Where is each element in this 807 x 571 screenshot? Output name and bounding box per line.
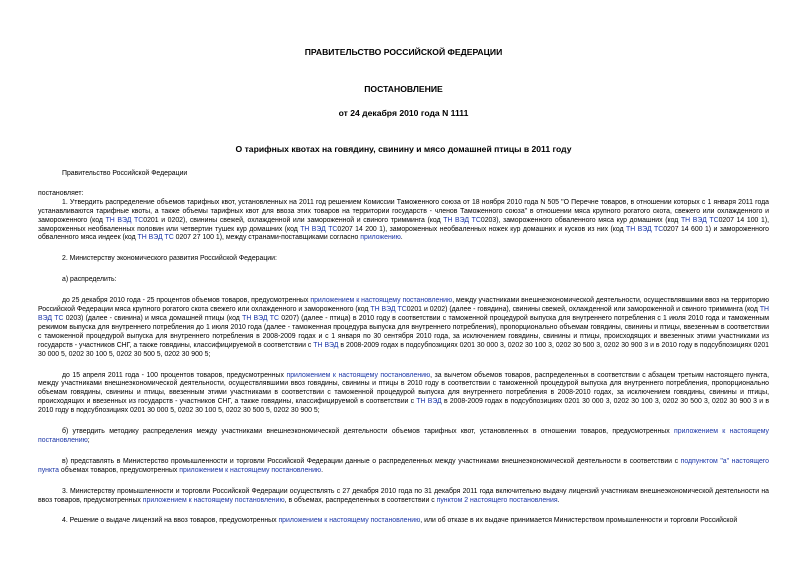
intro-government: Правительство Российской Федерации — [62, 170, 188, 177]
paragraph-text: 4. Решение о выдаче лицензий на ввоз товаров, предусмотренных — [62, 517, 279, 525]
paragraph-text: . — [400, 234, 403, 242]
issuing-authority: ПРАВИТЕЛЬСТВО РОССИЙСКОЙ ФЕДЕРАЦИИ — [304, 47, 503, 57]
paragraph-2: 2. Министерству экономического развития Российской Федерации: — [62, 255, 277, 263]
paragraph-text: , в объемах, распределенных в соответствии с — [284, 496, 437, 504]
paragraph-text: объемах товаров, предусмотренных — [59, 466, 180, 474]
paragraph-text: 0203), замороженного обваленного мяса кур домашних (код — [480, 216, 681, 224]
paragraph-text: 1. Утвердить распределение объемов тарифных квот, установленных на 2011 год решением Комиссии Таможенного союза от 18 ноября 2010 года N 505 "О Перечне товаров, в отношении которых с 1 января 2011 года устанавливаются тарифные квоты, а также объемы тарифных квот для ввоза этих товаров на территории государств - членов Таможенного союза" в отношении мяса крупного рогатого скота, свежего или охлажденного и замороженного (код — [38, 198, 769, 224]
appendix-link[interactable]: приложением к настоящему постановлению — [310, 297, 453, 305]
appendix-link[interactable]: приложением к настоящему постановлению — [179, 466, 322, 474]
paragraph-text: 0207 14 100 1), замороженных необваленных половин или четвертин тушек кур домашних (код — [38, 216, 770, 233]
appendix-link[interactable]: приложению — [360, 234, 401, 242]
paragraph-text: 0207) (далее - птица) в 2010 году в соответствии с таможенной процедурой выпуска для внутреннего потребления с 1 июля 2010 года и таможенным режимом выпуска для внутреннего потребления до 1 июля 2010 года (далее - таможенная процедура выпуска для внутреннего потребления), пропорционально объемам говядины, свинины и птицы, ввезенным в соответствии с таможенной процедурой выпуска для внутреннего потребления в 2008-2009 годах и с 1 января по 30 сентября 2010 года, за исключением говядины, свинины и птицы, происходящих и ввезенных этими участниками из государств - участников СНГ, а также говядины, классифицируемой в соответствии с — [38, 314, 770, 349]
tnved-link[interactable]: ТН ВЭД ТС — [242, 314, 279, 322]
tnved-link[interactable]: ТН ВЭД ТС — [137, 234, 174, 242]
document-date-number: от 24 декабря 2010 года N 1111 — [338, 108, 469, 118]
paragraph-reference-link[interactable]: пунктом 2 настоящего постановления — [436, 496, 558, 504]
document-title: О тарифных квотах на говядину, свинину и мясо домашней птицы в 2011 году — [235, 144, 572, 154]
appendix-link[interactable]: приложением к настоящему постановлению — [278, 517, 421, 525]
paragraph-text: 0207 14 600 1) и замороженного обваленного мяса индеек (код — [38, 225, 770, 242]
tnved-link[interactable]: ТН ВЭД — [313, 341, 339, 349]
paragraph-text: в 2008-2009 годах в подсубпозициях 0201 30 000 3, 0202 30 100 3, 0202 30 500 3, 0202 30 900 3 и в 2010 году в подсубпозициях 0201 30 000 5, 0202 30 100 5, 0202 30 500 5, 0202 30 900 5; — [38, 341, 769, 358]
paragraph-2c — [38, 458, 769, 476]
appendix-link[interactable]: приложением к настоящему постановлению — [38, 428, 769, 444]
appendix-link[interactable]: приложением к настоящему постановлению — [286, 371, 431, 379]
paragraph-text: 0207 27 100 1), между странами-поставщиками согласно — [173, 234, 361, 242]
paragraph-text: б) утвердить методику распределения между участниками внешнеэкономической деятельности объемов тарифных квот, установленных в отношении товаров, предусмотренных — [62, 428, 674, 436]
appendix-link[interactable]: приложением к настоящему постановлению — [142, 496, 285, 504]
paragraph-text: . — [321, 466, 324, 474]
paragraph-text: 0203) (далее - свинина) и мяса домашней птицы (код — [63, 314, 243, 322]
paragraph-2a-first — [38, 297, 769, 359]
tnved-link[interactable]: ТН ВЭД ТС — [38, 306, 770, 322]
tnved-link[interactable]: ТН ВЭД ТС — [626, 225, 664, 233]
paragraph-text: до 15 апреля 2011 года - 100 процентов товаров, предусмотренных — [62, 371, 287, 379]
tnved-link[interactable]: ТН ВЭД ТС — [443, 216, 481, 224]
paragraph-1 — [38, 199, 769, 244]
paragraph-text: , за вычетом объемов товаров, распределенных в соответствии с абзацем третьим настоящего пункта, между участниками внешнеэкономической деятельности, осуществлявшими ввоз говядины, свинины и птицы в 2010 году в соответствии с таможенной процедурой выпуска для внутреннего потребления, пропорционально объемам говядины, свинины и птицы, ввезенным этими участниками в соответствии с таможенной процедурой выпуска для внутреннего потребления в 2008-2010 годах, за исключением говядины, свинины и птицы, происходящих и ввезенных из государств - участников СНГ, а также говядины, классифицируемой в соответствии с — [38, 371, 770, 406]
paragraph-text: 0207 14 200 1), замороженных необваленных ножек кур домашних и кусков из них (код — [337, 225, 627, 233]
tnved-link[interactable]: ТН ВЭД ТС — [300, 225, 338, 233]
intro-decides: постановляет: — [38, 189, 84, 197]
tnved-link[interactable]: ТН ВЭД ТС — [680, 216, 719, 224]
tnved-link[interactable]: ТН ВЭД ТС — [105, 216, 144, 224]
paragraph-2a: а) распределить: — [62, 276, 117, 284]
paragraph-text: . — [557, 496, 560, 504]
paragraph-text: ; — [87, 436, 90, 444]
paragraph-3 — [38, 488, 769, 506]
paragraph-text: в) представлять в Министерство промышленности и торговли Российской Федерации данные о распределенных между участниками внешнеэкономической деятельности в соответствии с — [62, 457, 681, 465]
tnved-link[interactable]: ТН ВЭД ТС — [370, 306, 407, 314]
paragraph-text: , между участниками внешнеэкономической деятельности, осуществлявшими ввоз на территорию Российской Федерации мяса крупного рогатого скота свежего или охлажденного и замороженного (код — [38, 297, 769, 314]
paragraph-4 — [38, 517, 769, 526]
paragraph-text: 0201 и 0202) (далее - говядина), свинины свежей, охлажденной или замороженной и свиного тримминга (код — [406, 306, 760, 314]
paragraph-text: до 25 декабря 2010 года - 25 процентов объемов товаров, предусмотренных — [62, 297, 311, 305]
paragraph-2a-second — [38, 372, 769, 417]
paragraph-text: в 2008-2009 годах в подсубпозициях 0201 30 000 3, 0202 30 100 3, 0202 30 500 3, 0202 30 900 3 и в 2010 году в подсубпозициях 0201 30 000 5, 0202 30 100 5, 0202 30 500 5, 0202 30 900 5; — [38, 398, 769, 415]
paragraph-2b — [38, 428, 769, 446]
document-type: ПОСТАНОВЛЕНИЕ — [364, 84, 443, 94]
tnved-link[interactable]: ТН ВЭД — [416, 398, 442, 406]
paragraph-text: 0201 и 0202), свинины свежей, охлажденной или замороженной и свиного тримминга (код — [143, 216, 444, 224]
paragraph-text: 3. Министерству промышленности и торговли Российской Федерации осуществлять с 27 декабря 2010 года по 31 декабря 2011 года включительно выдачу лицензий участникам внешнеэкономической деятельности на ввоз товаров, предусмотренных — [38, 487, 769, 504]
subparagraph-link[interactable]: подпунктом "а" настоящего пункта — [38, 457, 769, 474]
paragraph-text: , или об отказе в их выдаче принимается Министерством промышленности и торговли Российской — [420, 517, 738, 525]
